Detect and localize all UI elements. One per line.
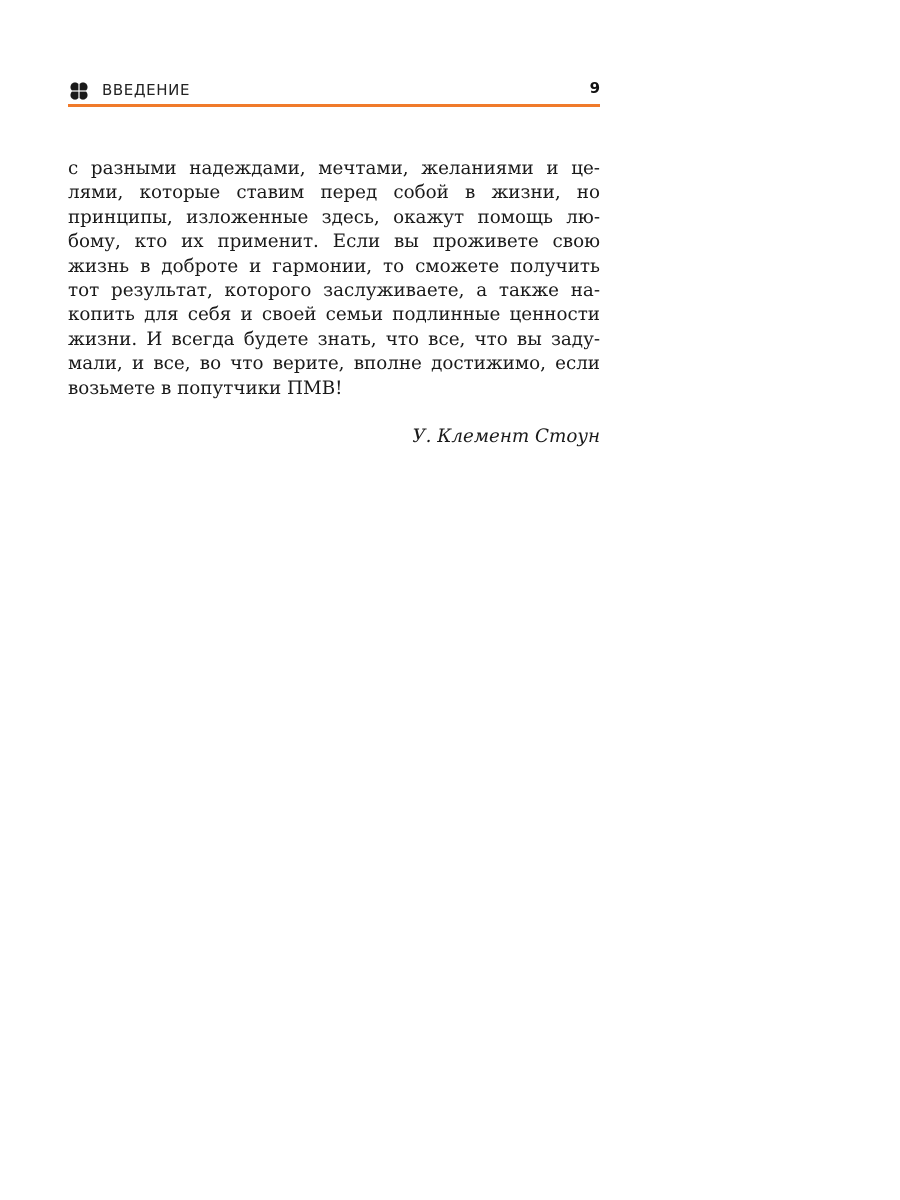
text-line: тот результат, которого заслуживаете, а также на- — [68, 279, 600, 301]
header-divider — [68, 104, 600, 107]
text-line: лями, которые ставим перед собой в жизни, но — [68, 182, 600, 204]
text-line: с разными надеждами, мечтами, желаниями и це- — [68, 158, 600, 179]
section-title: ВВЕДЕНИЕ — [102, 81, 191, 99]
page-number: 9 — [589, 79, 600, 97]
text-line: мали, и все, во что верите, вполне достижимо, если — [68, 353, 600, 375]
body-paragraph — [68, 157, 600, 401]
text-line: бому, кто их применит. Если вы проживете свою — [68, 231, 600, 253]
text-line: принципы, изложенные здесь, окажут помощь лю- — [68, 206, 600, 228]
running-header — [68, 78, 600, 104]
text-line: возьмете в попутчики ПМВ! — [68, 377, 343, 399]
text-line: копить для себя и своей семьи подлинные ценности — [68, 304, 600, 326]
author-signature: У. Клемент Стоун — [412, 426, 600, 447]
text-line: жизни. И всегда будете знать, что все, что вы заду- — [68, 328, 600, 350]
text-line: жизнь в доброте и гармонии, то сможете получить — [68, 255, 600, 277]
four-leaf-clover-icon — [68, 80, 90, 102]
